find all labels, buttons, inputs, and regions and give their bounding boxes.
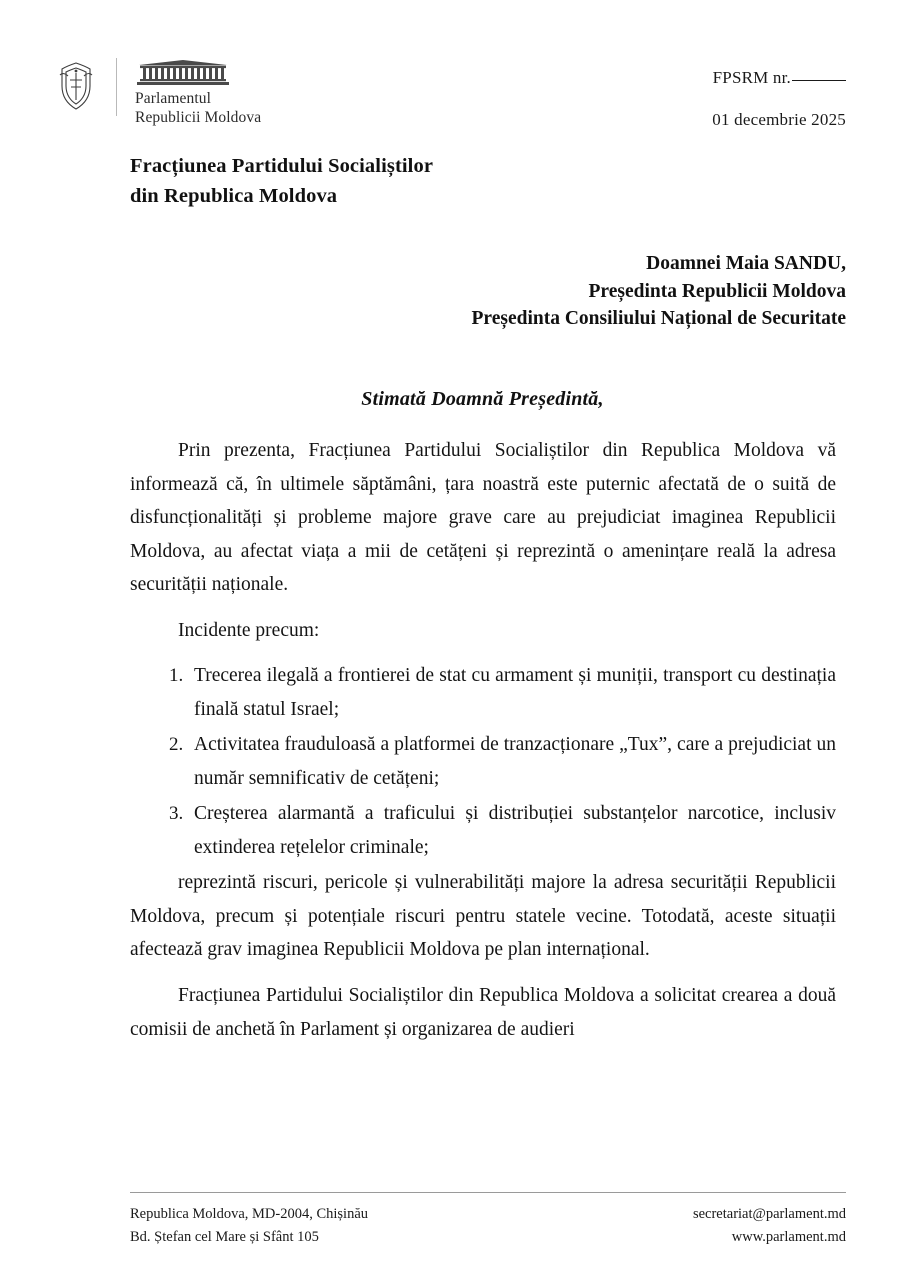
parliament-wordmark xyxy=(135,58,261,128)
paragraph-2: Incidente precum: xyxy=(178,619,320,641)
parliament-name-line1: Parlamentul xyxy=(135,90,211,107)
incidents-list xyxy=(130,659,836,864)
document-date: 01 decembrie 2025 xyxy=(712,110,846,129)
document-body xyxy=(130,434,836,1046)
parliament-branding xyxy=(58,58,261,128)
footer-divider xyxy=(130,1192,846,1193)
list-item: 1. Trecerea ilegală a frontierei de stat cu armament și muniții, transport cu destinația finală statul Israel; xyxy=(188,659,836,726)
addressee-line1: Doamnei Maia SANDU, xyxy=(646,253,846,274)
sender-fraction-title xyxy=(130,152,433,211)
footer-email: secretariat@parlament.md xyxy=(692,1206,846,1222)
list-item: 3. Creșterea alarmantă a traficului și distribuției substanțelor narcotice, inclusiv extinderea rețelelor criminale; xyxy=(188,797,836,864)
reference-label: FPSRM nr. xyxy=(712,68,791,87)
reference-number xyxy=(712,68,846,88)
addressee-block xyxy=(206,250,846,333)
document-header xyxy=(58,58,846,130)
addressee-line3: Președinta Consiliului Național de Securitate xyxy=(471,308,846,330)
fraction-line1: Fracțiunea Partidului Socialiștilor xyxy=(130,155,434,177)
list-item: 2. Activitatea frauduloasă a platformei de tranzacționare „Tux”, care a prejudiciat un număr semnificativ de cetățeni; xyxy=(188,728,836,795)
footer-website: www.parlament.md xyxy=(731,1229,846,1246)
paragraph-1: Prin prezenta, Fracțiunea Partidului Socialiștilor din Republica Moldova vă informează că, în ultimele săptămâni, țara noastră este puternic afectată de o suită de disfuncționalități și probleme majore grave care au prejudiciat imaginea Republicii Moldova, au afectat viața a mii de cetățeni și reprezintă o amenințare reală la adresa securității naționale. xyxy=(130,440,836,596)
header-divider xyxy=(116,58,117,116)
reference-blank-line xyxy=(792,80,846,81)
moldova-coat-of-arms-icon xyxy=(58,60,94,112)
paragraph-4: Fracțiunea Partidului Socialiștilor din Republica Moldova a solicitat crearea a două comisii de anchetă în Parlament și organizarea de audieri xyxy=(130,984,836,1040)
parliament-building-icon xyxy=(135,60,231,86)
addressee-line2: Președinta Republicii Moldova xyxy=(588,280,846,302)
footer-address xyxy=(130,1203,368,1249)
paragraph-3: reprezintă riscuri, pericole și vulnerabilități majore la adresa securității Republicii Moldova, precum și potențiale riscuri pentru statele vecine. Totodată, aceste situații afectează grav imaginea Republicii Moldova pe plan internațional. xyxy=(130,872,836,961)
parliament-name-line2: Republicii Moldova xyxy=(135,108,262,126)
footer-address-line2: Bd. Ștefan cel Mare și Sfânt 105 xyxy=(130,1229,319,1246)
salutation: Stimată Doamnă Președintă, xyxy=(361,388,604,410)
document-footer xyxy=(130,1203,846,1249)
fraction-line2: din Republica Moldova xyxy=(130,184,338,207)
document-reference-block xyxy=(712,58,846,130)
footer-contact xyxy=(693,1203,846,1249)
footer-address-line1: Republica Moldova, MD-2004, Chișinău xyxy=(130,1206,369,1222)
